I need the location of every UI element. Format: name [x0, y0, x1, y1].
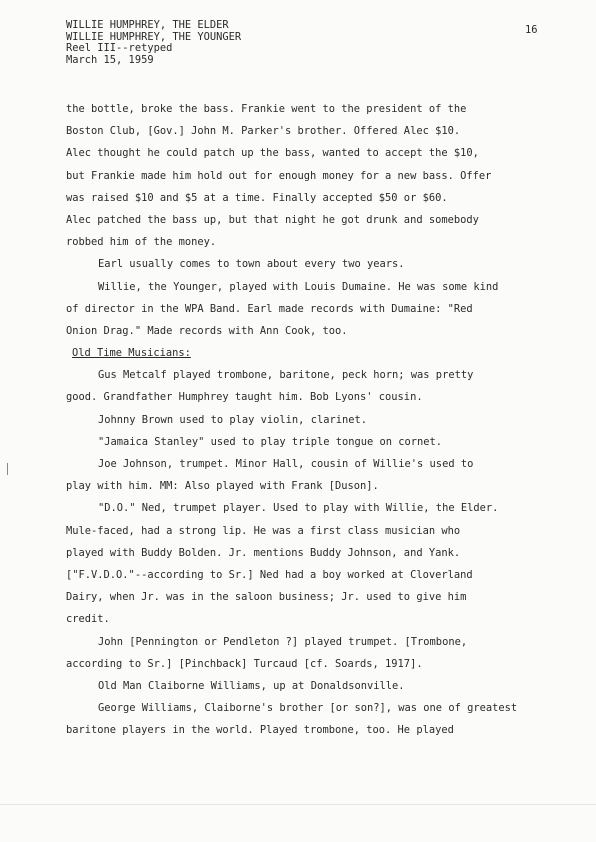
header-line-3: Reel III--retyped — [66, 42, 173, 54]
body-line-22: ["F.V.D.O."--according to Sr.] Ned had a boy worked at Cloverland — [66, 568, 473, 581]
body-line-6: Alec patched the bass up, but that night he got drunk and somebody — [66, 213, 479, 226]
page-number: 16 — [525, 24, 538, 36]
body-line-7: robbed him of the money. — [66, 236, 217, 249]
scan-mark — [7, 463, 8, 475]
header-line-4: March 15, 1959 — [66, 53, 154, 66]
body-line-9: Willie, the Younger, played with Louis Dumaine. He was some kind — [98, 280, 499, 293]
body-line-28: George Williams, Claiborne's brother [or son?], was one of greatest — [98, 702, 518, 715]
header-line-1: WILLIE HUMPHREY, THE ELDER — [66, 19, 229, 31]
body-line-10: of director in the WPA Band. Earl made records with Dumaine: "Red — [66, 302, 473, 315]
body-line-3: Alec thought he could patch up the bass, wanted to accept the $10, — [66, 147, 479, 160]
body-line-20: Mule-faced, had a strong lip. He was a first class musician who — [66, 524, 461, 537]
body-line-27: Old Man Claiborne Williams, up at Donaldsonville. — [98, 679, 405, 692]
body-line-18: play with him. MM: Also played with Frank [Duson]. — [66, 480, 379, 493]
body-line-15: Johnny Brown used to play violin, clarinet. — [98, 413, 367, 426]
body-line-23: Dairy, when Jr. was in the saloon business; Jr. used to give him — [66, 591, 467, 604]
body-line-4: but Frankie made him hold out for enough money for a new bass. Offer — [66, 169, 492, 182]
body-line-25: John [Pennington or Pendleton ?] played trumpet. [Trombone, — [98, 635, 468, 648]
body-line-1: the bottle, broke the bass. Frankie went to the president of the — [66, 103, 467, 115]
body-line-19: "D.O." Ned, trumpet player. Used to play with Willie, the Elder. — [98, 502, 499, 515]
body-line-8: Earl usually comes to town about every two years. — [98, 258, 405, 271]
section-heading-old-time-musicians: Old Time Musicians: — [72, 347, 191, 360]
body-line-13: Gus Metcalf played trombone, baritone, peck horn; was pretty — [98, 369, 474, 382]
body-line-5: was raised $10 and $5 at a time. Finally accepted $50 or $60. — [66, 191, 448, 204]
body-line-11: Onion Drag." Made records with Ann Cook, too. — [66, 324, 348, 337]
transcript-body — [66, 98, 556, 741]
body-line-26: according to Sr.] [Pinchback] Turcaud [cf. Soards, 1917]. — [66, 657, 423, 670]
body-line-16: "Jamaica Stanley" used to play triple tongue on cornet. — [98, 435, 443, 448]
body-line-24: credit. — [66, 613, 110, 626]
page-edge-divider — [0, 804, 596, 805]
body-line-2: Boston Club, [Gov.] John M. Parker's brother. Offered Alec $10. — [66, 125, 461, 138]
header-line-2: WILLIE HUMPHREY, THE YOUNGER — [66, 30, 242, 43]
document-header — [66, 20, 241, 66]
body-line-21: played with Buddy Bolden. Jr. mentions Buddy Johnson, and Yank. — [66, 546, 461, 559]
body-line-17: Joe Johnson, trumpet. Minor Hall, cousin of Willie's used to — [98, 458, 474, 470]
body-line-14: good. Grandfather Humphrey taught him. Bob Lyons' cousin. — [66, 391, 423, 404]
body-line-29: baritone players in the world. Played trombone, too. He played — [66, 724, 454, 737]
